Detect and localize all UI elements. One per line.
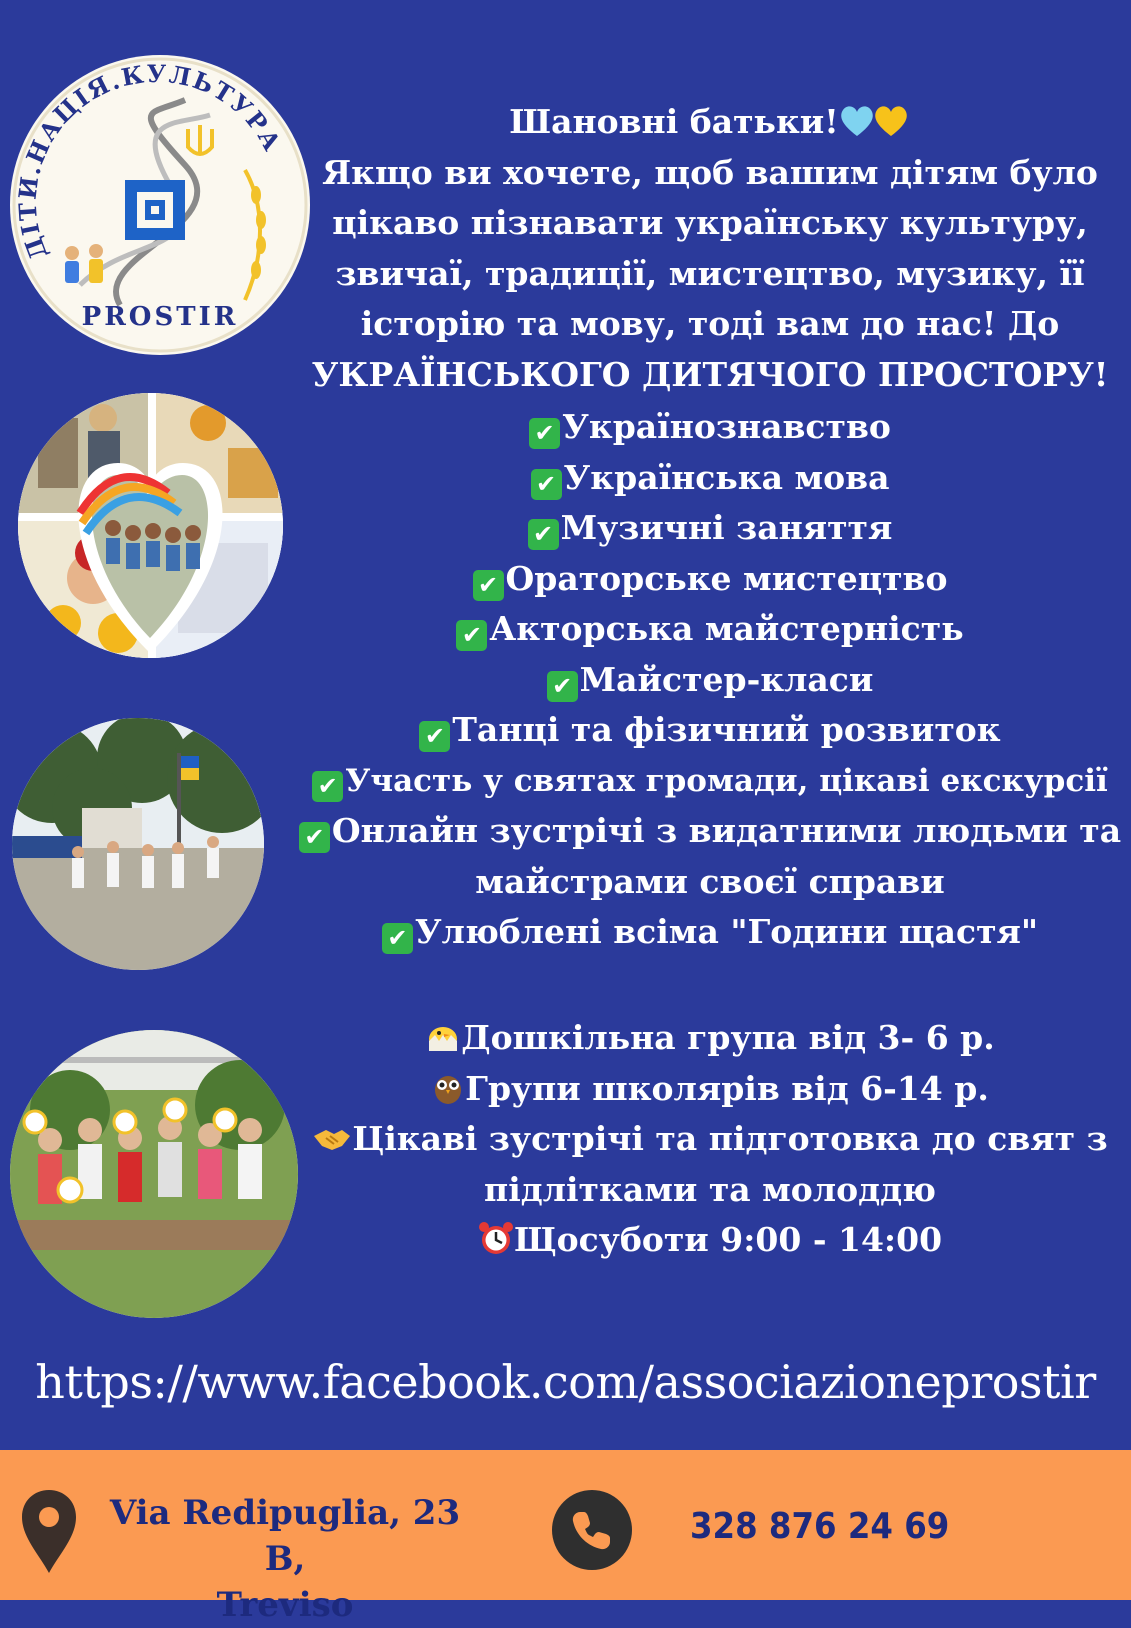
contact-footer — [0, 1450, 1131, 1625]
collage-photo — [18, 393, 283, 658]
logo-graphic — [10, 55, 310, 355]
activity-item: ✔ Українознавство — [290, 402, 1130, 453]
yellow-heart-icon — [875, 106, 907, 136]
kids-group-photo — [10, 1030, 298, 1318]
group-item: Цікаві зустрічі та підготовка до свят з — [290, 1114, 1130, 1165]
phone-icon — [552, 1490, 632, 1570]
logo — [10, 55, 310, 355]
check-mark-icon: ✔ — [382, 923, 413, 954]
group-item-continuation: підлітками та молоддю — [484, 1169, 936, 1209]
check-mark-icon: ✔ — [547, 671, 578, 702]
blue-heart-icon — [841, 106, 873, 136]
activity-item-continuation: майстрами своєї справи — [475, 861, 945, 901]
groups-list — [290, 1013, 1130, 1266]
group-item: Групи школярів від 6-14 р. — [290, 1064, 1130, 1115]
intro-line: Якщо ви хочете, щоб вашим дітям було — [322, 152, 1098, 192]
intro-line: історію та мову, тоді вам до нас! До — [360, 304, 1060, 343]
activity-item: ✔ Акторська майстерність — [290, 604, 1130, 655]
check-mark-icon: ✔ — [529, 418, 560, 449]
phone-number[interactable]: 328 876 24 69 — [690, 1506, 950, 1547]
intro-line: звичаї, традиції, мистецтво, музику, її — [335, 253, 1085, 293]
activity-item: ✔ Музичні заняття — [290, 503, 1130, 554]
outdoor-photo — [12, 718, 264, 970]
check-mark-icon: ✔ — [419, 721, 450, 752]
address-city: Treviso — [216, 1585, 354, 1625]
activity-item: ✔ Майстер-класи — [290, 655, 1130, 706]
check-mark-icon: ✔ — [456, 620, 487, 651]
logo-bottom-text: PROSTIR — [81, 302, 239, 332]
address-street: Via Redipuglia, 23 B, — [109, 1493, 461, 1579]
intro-text — [290, 97, 1130, 400]
check-mark-icon: ✔ — [528, 519, 559, 550]
facebook-url[interactable]: https://www.facebook.com/associazioneprostir — [35, 1355, 1096, 1409]
check-mark-icon: ✔ — [473, 570, 504, 601]
location-pin-icon — [18, 1487, 80, 1575]
intro-line: цікаво пізнавати українську культуру, — [332, 203, 1088, 242]
alarm-clock-icon — [478, 1220, 514, 1256]
check-mark-icon: ✔ — [299, 822, 330, 853]
chick-icon — [425, 1021, 461, 1053]
check-mark-icon: ✔ — [312, 771, 343, 802]
handshake-icon — [312, 1124, 352, 1154]
logo-arc-text: ДІТИ.НАЦІЯ.КУЛЬТУРА — [12, 58, 288, 264]
activity-item: ✔ Участь у святах громади, цікаві екскурсії — [290, 756, 1130, 807]
owl-icon — [431, 1071, 465, 1105]
activities-list — [290, 402, 1130, 958]
activity-item: ✔ Танці та фізичний розвиток — [290, 705, 1130, 756]
activity-item: ✔ Українська мова — [290, 453, 1130, 504]
group-item: Щосуботи 9:00 - 14:00 — [290, 1215, 1130, 1266]
activity-item: ✔ Ораторське мистецтво — [290, 554, 1130, 605]
hearts-icon — [839, 104, 911, 138]
intro-greeting-line: Шановні батьки! — [290, 97, 1130, 148]
group-item: Дошкільна група від 3- 6 р. — [290, 1013, 1130, 1064]
activity-item: ✔ Улюблені всіма "Години щастя" — [290, 907, 1130, 958]
intro-line: УКРАЇНСЬКОГО ДИТЯЧОГО ПРОСТОРУ! — [311, 354, 1109, 394]
activity-item: ✔ Онлайн зустрічі з видатними людьми та — [290, 806, 1130, 857]
address — [90, 1490, 480, 1628]
check-mark-icon: ✔ — [531, 469, 562, 500]
